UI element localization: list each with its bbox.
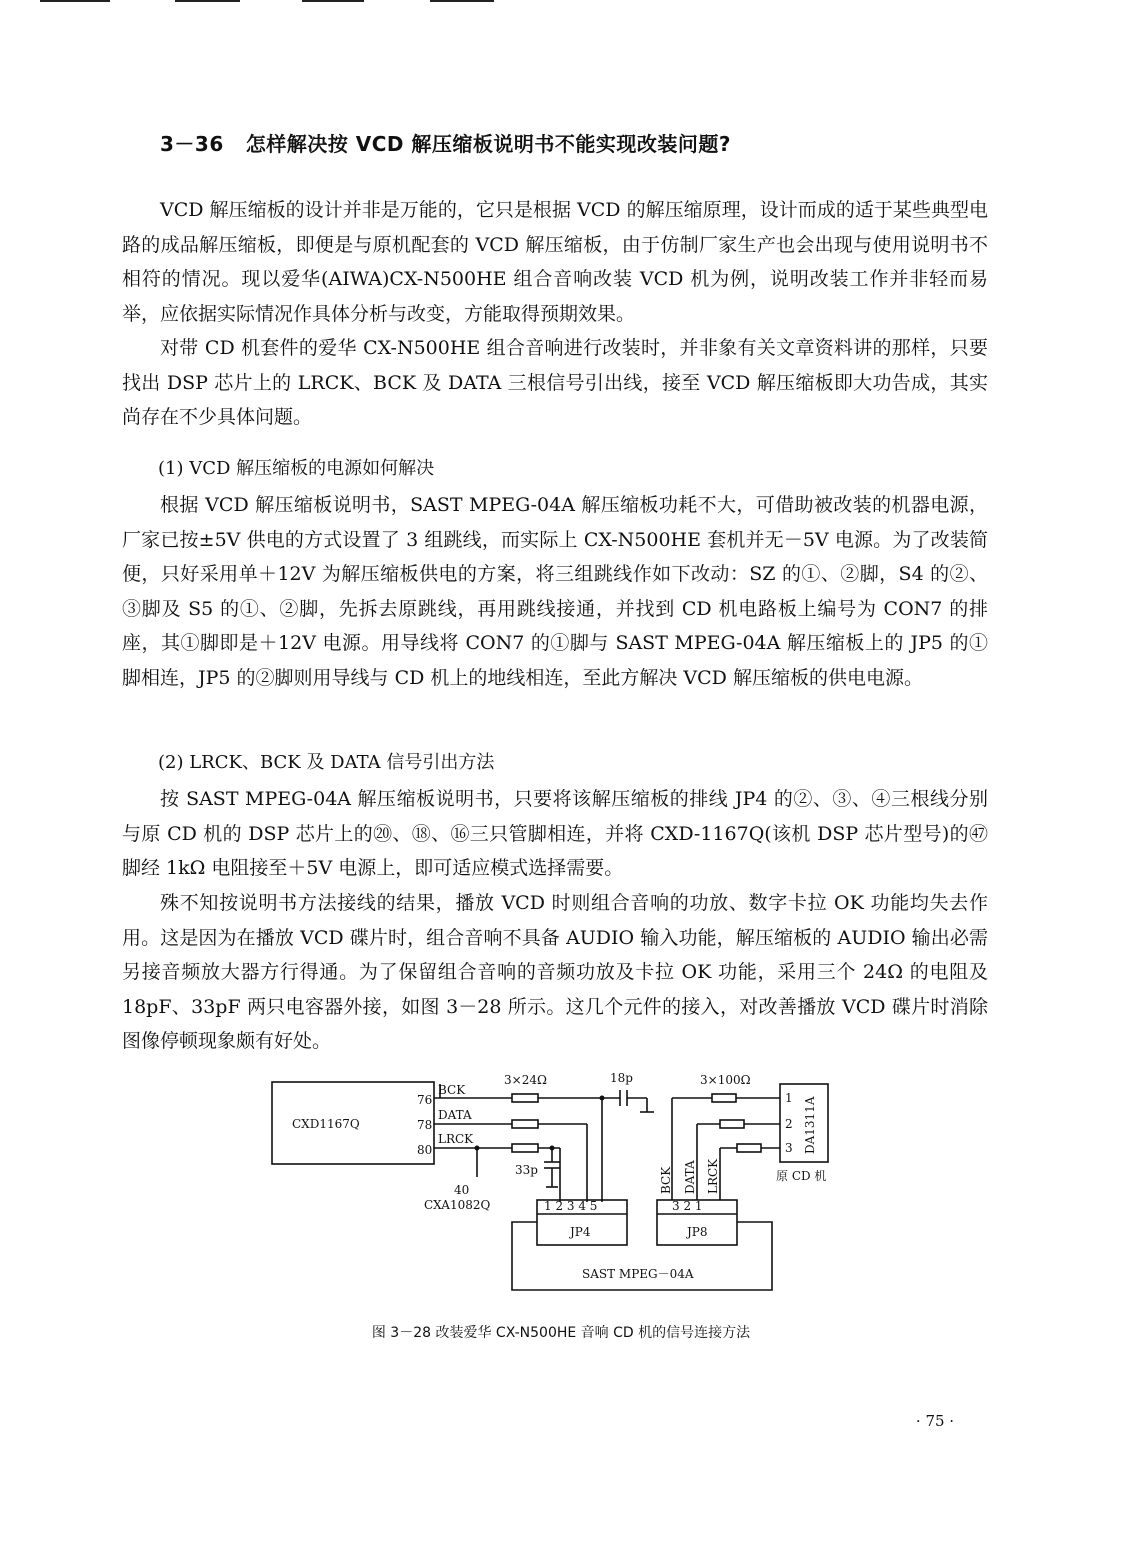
subheading-text: (1) VCD 解压缩板的电源如何解决 xyxy=(158,458,435,479)
res-24-label: 3×24Ω xyxy=(504,1073,547,1087)
resistor-100-3 xyxy=(737,1144,761,1152)
circuit-diagram xyxy=(262,1062,862,1307)
subheading-text: (2) LRCK、BCK 及 DATA 信号引出方法 xyxy=(158,752,495,773)
pin-76-label: 76 xyxy=(417,1093,433,1107)
resistor-24-2 xyxy=(512,1120,538,1128)
cap-18p-label: 18p xyxy=(610,1071,633,1085)
resistor-100-1 xyxy=(712,1094,736,1102)
section-title: 怎样解决按 VCD 解压缩板说明书不能实现改装问题? xyxy=(245,132,732,156)
da-pin-3: 3 xyxy=(785,1141,793,1155)
jp8-pins-label: 3 2 1 xyxy=(672,1199,703,1213)
board-label: SAST MPEG－04A xyxy=(582,1267,694,1281)
cxa1082q-label: CXA1082Q xyxy=(424,1198,491,1212)
lrck-label: LRCK xyxy=(438,1132,474,1146)
data-label: DATA xyxy=(438,1108,472,1122)
paragraph-text: 根据 VCD 解压缩板说明书，SAST MPEG-04A 解压缩板功耗不大，可借助被改装的机器电源，厂家已按±5V 供电的方式设置了 3 组跳线，而实际上 CX-N500HE 套机并无－5V 电源。为了改装简便，只好采用单＋12V 为解压缩板供电的方案，将三组跳线作如下改动：SZ 的①、②脚，S4 的②、③脚及 S5 的①、②脚，先拆去原跳线，再用跳线接通，并找到 CD 机电路板上编号为 CON7 的排座，其①脚即是＋12V 电源。用导线将 CON7 的①脚与 SAST MPEG-04A 解压缩板上的 JP5 的①脚相连，JP5 的②脚则用导线与 CD 机上的地线相连，至此方解决 VCD 解压缩板的供电电源。 xyxy=(122,494,988,689)
vertical-bck-label: BCK xyxy=(659,1166,673,1194)
section-heading xyxy=(160,128,731,157)
jp4-label: JP4 xyxy=(570,1225,591,1239)
pin-80-label: 80 xyxy=(417,1143,433,1157)
paragraph-text: 对带 CD 机套件的爱华 CX-N500HE 组合音响进行改装时，并非象有关文章资料讲的那样，只要找出 DSP 芯片上的 LRCK、BCK 及 DATA 三根信号引出线，接至 VCD 解压缩板即大功告成，其实尚存在不少具体问题。 xyxy=(122,337,988,428)
page-number: · 75 · xyxy=(915,1412,955,1430)
pin-78-label: 78 xyxy=(417,1118,433,1132)
paragraph-text: VCD 解压缩板的设计并非是万能的，它只是根据 VCD 的解压缩原理，设计而成的适于某些典型电路的成品解压缩板，即便是与原机配套的 VCD 解压缩板，由于仿制厂家生产也会出现与使用说明书不相符的情况。现以爱华(AIWA)CX-N500HE 组合音响改装 VCD 机为例，说明改装工作并非轻而易举，应依据实际情况作具体分析与改变，方能取得预期效果。 xyxy=(122,199,988,325)
section-number: 3－36 xyxy=(160,132,224,156)
bck-label: BCK xyxy=(438,1083,466,1097)
da-pin-2: 2 xyxy=(785,1117,793,1131)
paragraph-text: 殊不知按说明书方法接线的结果，播放 VCD 时则组合音响的功放、数字卡拉 OK 功能均失去作用。这是因为在播放 VCD 碟片时，组合音响不具备 AUDIO 输入功能，解压缩板的 AUDIO 输出必需另接音频放大器方行得通。为了保留组合音响的音频功放及卡拉 OK 功能，采用三个 24Ω 的电阻及 18pF、33pF 两只电容器外接，如图 3－28 所示。这几个元件的接入，对改善播放 VCD 碟片时消除图像停顿现象颇有好处。 xyxy=(122,892,988,1052)
resistor-24-1 xyxy=(512,1094,538,1102)
cap-33p-label: 33p xyxy=(515,1163,538,1177)
res-100-label: 3×100Ω xyxy=(700,1073,751,1087)
vertical-lrck-label: LRCK xyxy=(706,1158,720,1194)
paragraph-2 xyxy=(122,331,988,439)
resistor-100-2 xyxy=(720,1120,744,1128)
paragraph-4 xyxy=(122,782,988,890)
paragraph-1 xyxy=(122,193,988,335)
jp8-label: JP8 xyxy=(687,1225,708,1239)
resistor-24-3 xyxy=(512,1144,538,1152)
da-pin-1: 1 xyxy=(785,1091,793,1105)
chip-label-cxd1167q: CXD1167Q xyxy=(292,1117,360,1131)
original-cd-label: 原 CD 机 xyxy=(776,1169,827,1183)
jp4-pins-label: 1 2 3 4 5 xyxy=(544,1199,598,1213)
pin-40-label: 40 xyxy=(454,1183,470,1197)
vertical-data-label: DATA xyxy=(683,1160,697,1194)
paragraph-3 xyxy=(122,488,988,699)
figure-caption: 图 3－28 改装爱华 CX-N500HE 音响 CD 机的信号连接方法 xyxy=(371,1325,751,1341)
da1311a-label: DA1311A xyxy=(803,1096,817,1154)
paragraph-5 xyxy=(122,886,988,1063)
paragraph-text: 按 SAST MPEG-04A 解压缩板说明书，只要将该解压缩板的排线 JP4 的②、③、④三根线分别与原 CD 机的 DSP 芯片上的⑳、⑱、⑯三只管脚相连，并将 CXD-1167Q(该机 DSP 芯片型号)的㊼脚经 1kΩ 电阻接至＋5V 电源上，即可适应模式选择需要。 xyxy=(122,788,988,879)
